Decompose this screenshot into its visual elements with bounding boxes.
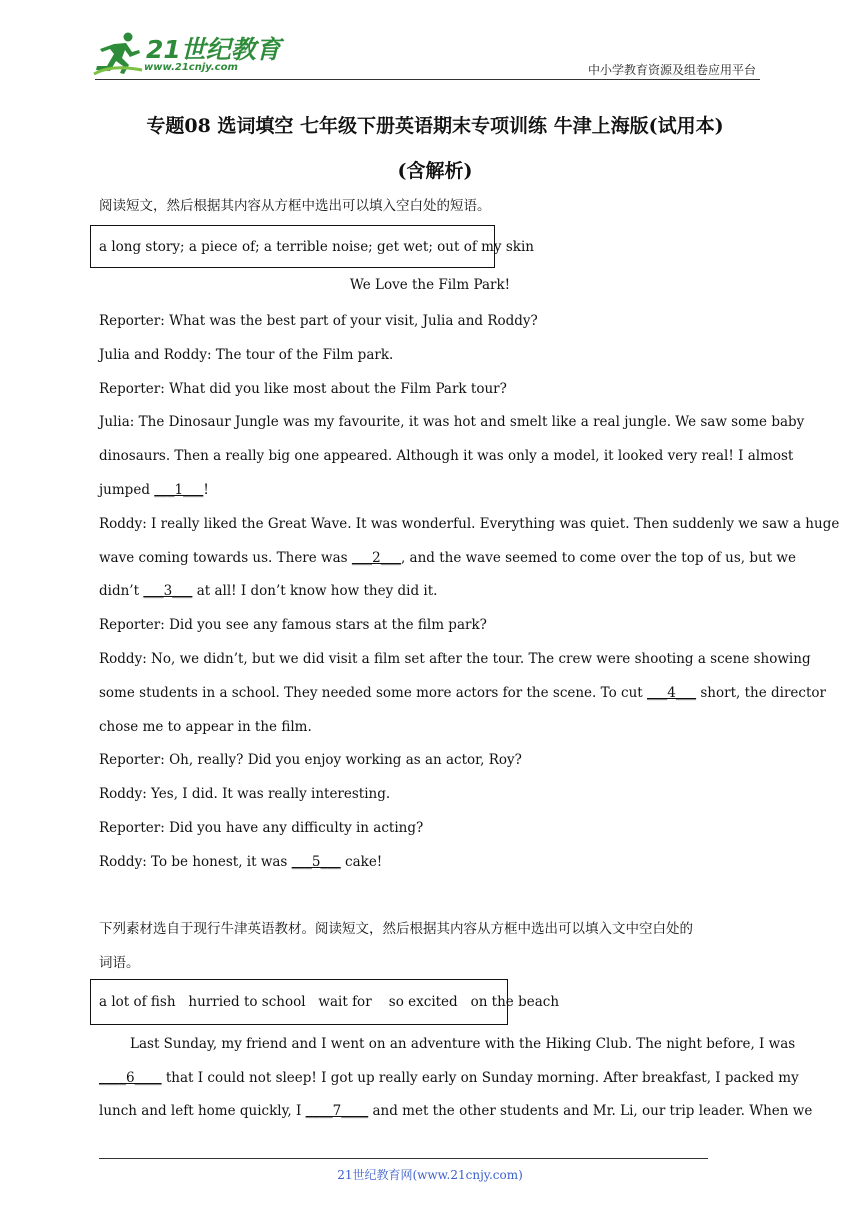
passage-line bbox=[99, 548, 796, 568]
passage-title: We Love the Film Park! bbox=[349, 277, 511, 293]
section2-instruction: 词语。 bbox=[99, 955, 140, 971]
passage-line: dinosaurs. Then a really big one appeared. Although it was only a model, it looked very real! I almost bbox=[99, 448, 794, 464]
passage-line bbox=[99, 581, 437, 601]
blank-4[interactable]: ___4___ bbox=[646, 685, 697, 701]
passage-line bbox=[99, 480, 209, 500]
blank-3[interactable]: ___3___ bbox=[143, 583, 193, 599]
blank-7[interactable]: ____7____ bbox=[305, 1103, 369, 1119]
line-text: jumped bbox=[99, 482, 155, 498]
blank-5[interactable]: ___5___ bbox=[291, 854, 341, 870]
title-line-1: 专题08 选词填空 七年级下册英语期末专项训练 牛津上海版(试用本) bbox=[146, 115, 724, 137]
passage-line: Julia: The Dinosaur Jungle was my favourite, it was hot and smelt like a real jungle. We saw some baby bbox=[99, 414, 805, 430]
line-text: short, the director bbox=[696, 685, 826, 701]
line-text: some students in a school. They needed some more actors for the scene. To cut bbox=[99, 685, 647, 701]
section1-instruction: 阅读短文，然后根据其内容从方框中选出可以填入空白处的短语。 bbox=[99, 198, 491, 214]
line-text: , and the wave seemed to come over the top of us, but we bbox=[400, 550, 796, 566]
line-text: didn’t bbox=[99, 583, 144, 599]
line-text: that I could not sleep! I got up really early on Sunday morning. After breakfast, I packed my bbox=[161, 1070, 799, 1086]
passage-line bbox=[99, 1068, 799, 1088]
line-text: and met the other students and Mr. Li, our trip leader. When we bbox=[368, 1103, 813, 1119]
passage-line bbox=[99, 1101, 812, 1121]
passage-line: Roddy: No, we didn’t, but we did visit a film set after the tour. The crew were shooting a scene showing bbox=[99, 651, 811, 667]
section2-instruction: 下列素材选自于现行牛津英语教材。阅读短文，然后根据其内容从方框中选出可以填入文中空白处的 bbox=[99, 921, 693, 937]
passage-line: Roddy: Yes, I did. It was really interesting. bbox=[99, 786, 391, 802]
line-text: lunch and left home quickly, I bbox=[99, 1103, 306, 1119]
passage-line: chose me to appear in the film. bbox=[99, 719, 312, 735]
line-text: wave coming towards us. There was bbox=[99, 550, 352, 566]
footer-link[interactable]: 21世纪教育网(www.21cnjy.com) bbox=[337, 1168, 523, 1182]
blank-6[interactable]: ____6____ bbox=[99, 1070, 162, 1086]
footer-divider bbox=[99, 1158, 708, 1159]
passage-line: Reporter: Oh, really? Did you enjoy working as an actor, Roy? bbox=[99, 752, 522, 768]
line-text: cake! bbox=[340, 854, 383, 870]
blank-1[interactable]: ___1___ bbox=[154, 482, 204, 498]
document-title bbox=[90, 104, 780, 194]
logo-text: 21世纪教育 bbox=[146, 35, 281, 64]
passage-line: Reporter: What did you like most about the Film Park tour? bbox=[99, 381, 507, 397]
runner-logo-icon bbox=[92, 30, 144, 76]
section2-word-box bbox=[90, 979, 560, 1025]
passage-line: Reporter: Did you see any famous stars at the film park? bbox=[99, 617, 487, 633]
section1-word-box-text: a long story; a piece of; a terrible noise; get wet; out of my skin bbox=[99, 238, 534, 255]
passage-line bbox=[99, 683, 826, 703]
passage-line: Julia and Roddy: The tour of the Film park. bbox=[99, 347, 394, 363]
line-text: at all! I don’t know how they did it. bbox=[192, 583, 438, 599]
passage-line bbox=[99, 852, 382, 872]
passage-line: Roddy: I really liked the Great Wave. It was wonderful. Everything was quiet. Then suddenly we saw a huge bbox=[99, 516, 840, 532]
site-logo bbox=[92, 30, 281, 78]
line-text: ! bbox=[203, 482, 209, 498]
blank-2[interactable]: ___2___ bbox=[351, 550, 401, 566]
passage-line: Reporter: What was the best part of your visit, Julia and Roddy? bbox=[99, 313, 538, 329]
header-divider bbox=[95, 79, 760, 80]
logo-url: www.21cnjy.com bbox=[144, 62, 238, 73]
passage-line: Last Sunday, my friend and I went on an adventure with the Hiking Club. The night before, I was bbox=[130, 1036, 796, 1052]
section1-word-box bbox=[90, 225, 534, 268]
page-header bbox=[0, 0, 860, 82]
platform-name: 中小学教育资源及组卷应用平台 bbox=[587, 63, 756, 77]
section2-word-box-text: a lot of fish hurried to school wait for so excited on the beach bbox=[99, 994, 560, 1010]
line-text: Roddy: To be honest, it was bbox=[99, 854, 292, 870]
title-line-2: (含解析) bbox=[397, 160, 473, 182]
passage-line: Reporter: Did you have any difficulty in acting? bbox=[99, 820, 424, 836]
